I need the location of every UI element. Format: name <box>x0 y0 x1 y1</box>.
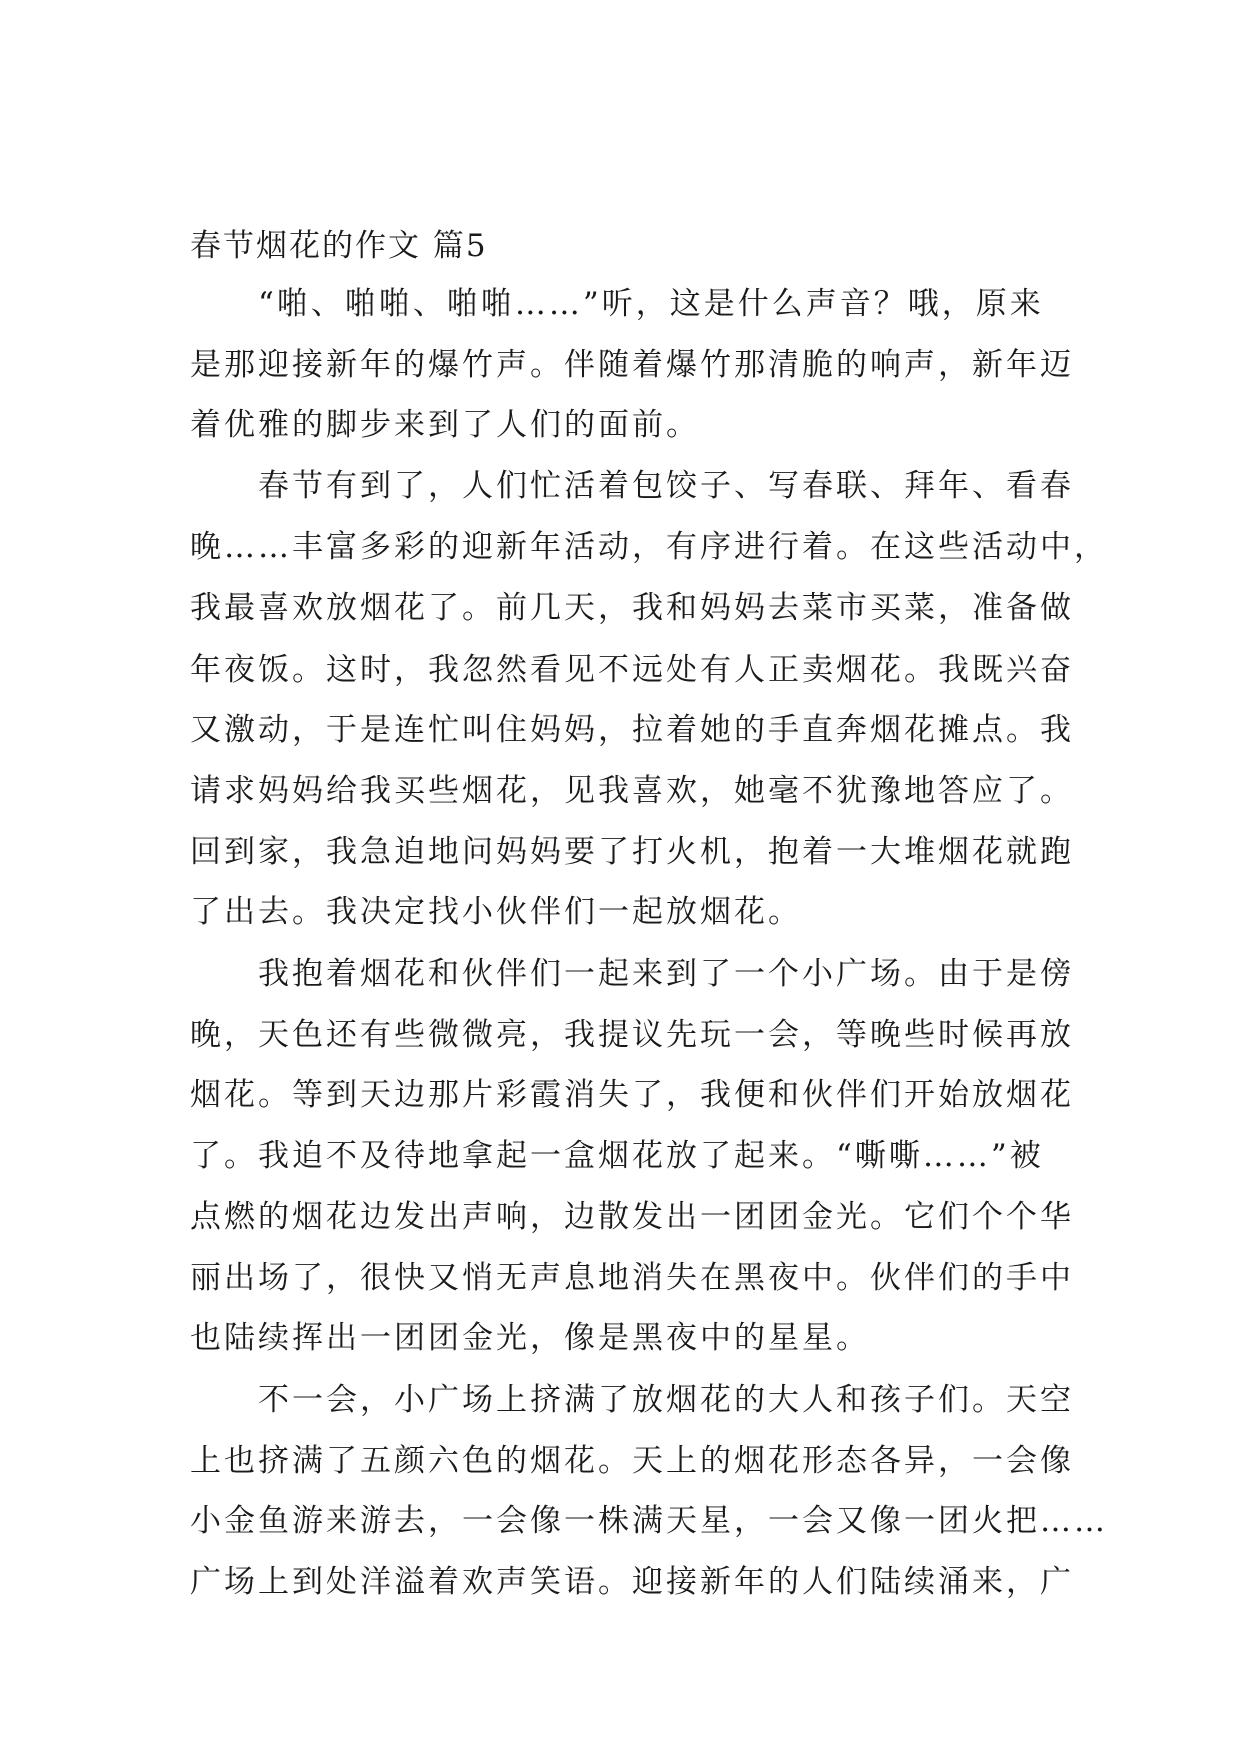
paragraph-line: 春节有到了，人们忙活着包饺子、写春联、拜年、看春 <box>190 468 1074 504</box>
paragraph-line: 了。我迫不及待地拿起一盒烟花放了起来。“嘶嘶……”被 <box>190 1138 1044 1174</box>
paragraph-line: 丽出场了，很快又悄无声息地消失在黑夜中。伙伴们的手中 <box>190 1260 1074 1296</box>
paragraph-line: 又激动，于是连忙叫住妈妈，拉着她的手直奔烟花摊点。我 <box>190 712 1074 748</box>
paragraph-line: 烟花。等到天边那片彩霞消失了，我便和伙伴们开始放烟花 <box>190 1077 1074 1113</box>
paragraph-line: 小金鱼游来游去，一会像一株满天星，一会又像一团火把…… <box>190 1503 1108 1539</box>
paragraph-line: 上也挤满了五颜六色的烟花。天上的烟花形态各异，一会像 <box>190 1443 1074 1479</box>
paragraph-line: 回到家，我急迫地问妈妈要了打火机，抱着一大堆烟花就跑 <box>190 834 1074 870</box>
paragraph-line: 广场上到处洋溢着欢声笑语。迎接新年的人们陆续涌来，广 <box>190 1564 1074 1600</box>
paragraph-line: 点燃的烟花边发出声响，边散发出一团团金光。它们个个华 <box>190 1199 1074 1235</box>
document-title: 春节烟花的作文 篇5 <box>190 228 488 264</box>
paragraph-line: 年夜饭。这时，我忽然看见不远处有人正卖烟花。我既兴奋 <box>190 652 1074 688</box>
paragraph-line: 了出去。我决定找小伙伴们一起放烟花。 <box>190 894 802 930</box>
paragraph-line: “啪、啪啪、啪啪……”听，这是什么声音？哦，原来 <box>190 286 1044 322</box>
paragraph-line: 不一会，小广场上挤满了放烟花的大人和孩子们。天空 <box>190 1382 1074 1418</box>
paragraph-line: 也陆续挥出一团团金光，像是黑夜中的星星。 <box>190 1320 870 1356</box>
paragraph-line: 请求妈妈给我买些烟花，见我喜欢，她毫不犹豫地答应了。 <box>190 773 1074 809</box>
paragraph-line: 我最喜欢放烟花了。前几天，我和妈妈去菜市买菜，准备做 <box>190 590 1074 626</box>
paragraph-line: 我抱着烟花和伙伴们一起来到了一个小广场。由于是傍 <box>190 956 1074 992</box>
paragraph-line: 是那迎接新年的爆竹声。伴随着爆竹那清脆的响声，新年迈 <box>190 347 1074 383</box>
paragraph-line: 着优雅的脚步来到了人们的面前。 <box>190 407 700 443</box>
paragraph-line: 晚，天色还有些微微亮，我提议先玩一会，等晚些时候再放 <box>190 1017 1074 1053</box>
paragraph-line: 晚……丰富多彩的迎新年活动，有序进行着。在这些活动中， <box>190 529 1108 565</box>
